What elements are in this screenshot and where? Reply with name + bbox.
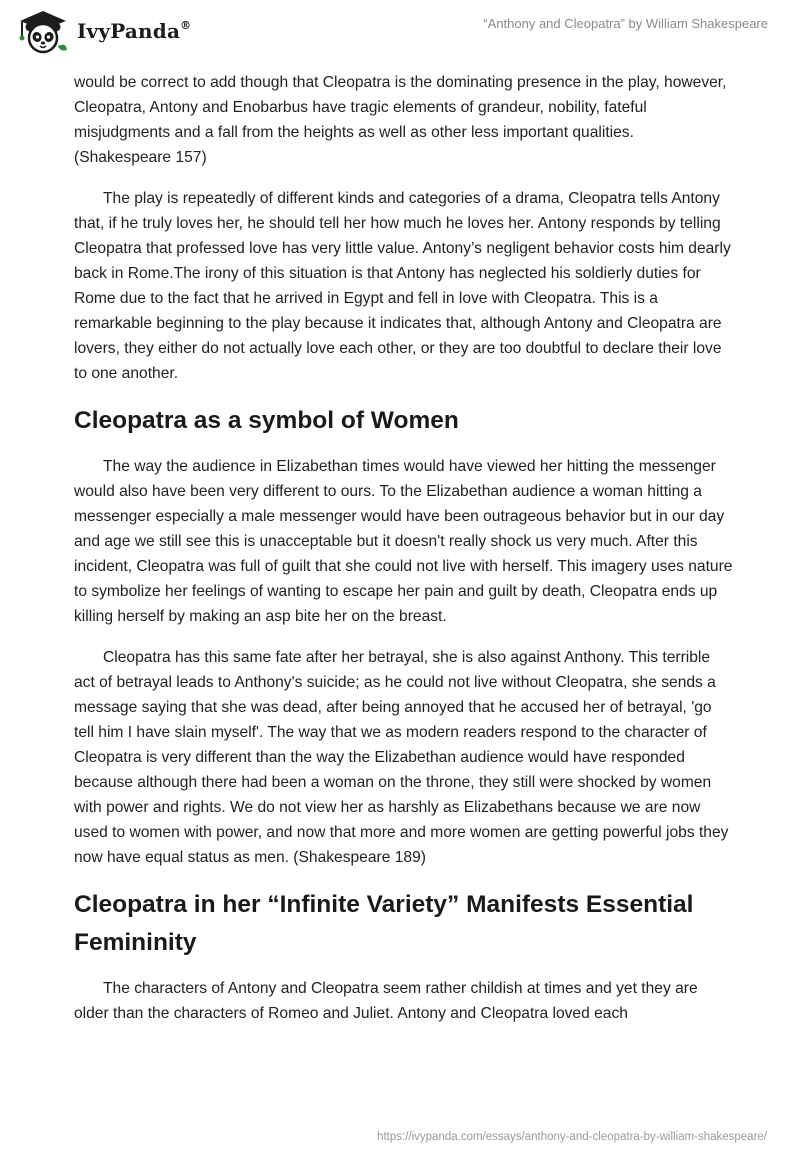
- section-heading-women-symbol: Cleopatra as a symbol of Women: [74, 407, 459, 434]
- page-header: [0, 0, 800, 66]
- source-url[interactable]: https://ivypanda.com/essays/anthony-and-cleopatra-by-william-shakespeare/: [377, 1131, 767, 1143]
- ivypanda-logo[interactable]: [14, 8, 191, 54]
- paragraph-2: The play is repeatedly of different kinds and categories of a drama, Cleopatra tells Antony that, if he truly loves her, he should tell her how much he loves her. Antony responds by telling Cleopatra that professed love has very little value. Antony’s negligent behavior costs him dearly back in Rome.The irony of this situation is that Antony has neglected his soldierly duties for Rome due to the fact that he arrived in Egypt and fell in love with Cleopatra. This is a remarkable beginning to the play because it indicates that, although Antony and Cleopatra are lovers, they either do not actually love each other, or they are too doubtful to declare their love to one another.: [74, 190, 731, 382]
- section-heading-infinite-variety: Cleopatra in her “Infinite Variety” Manifests Essential Femininity: [74, 891, 694, 956]
- document-title: “Anthony and Cleopatra” by William Shakespeare: [483, 16, 768, 31]
- panda-graduate-icon: [14, 8, 72, 54]
- paragraph-1: would be correct to add though that Cleopatra is the dominating presence in the play, however, Cleopatra, Antony and Enobarbus have tragic elements of grandeur, nobility, fateful misjudgments and a fall from the heights as well as other less important qualities. (Shakespeare 157): [74, 74, 727, 166]
- paragraph-4: Cleopatra has this same fate after her betrayal, she is also against Anthony. This terrible act of betrayal leads to Anthony's suicide; as he could not live without Cleopatra, she sends a message saying that she was dead, after being annoyed that he accused her of betrayal, 'go tell him I have slain myself'. The way that we as modern readers respond to the character of Cleopatra is very different than the way the Elizabethan audience would have responded because although there had been a woman on the throne, they still were shocked by women with power and rights. We do not view her as harshly as Elizabethans because we are now used to women with power, and now that more and more women are getting powerful jobs they now have equal status as men. (Shakespeare 189): [74, 649, 729, 866]
- paragraph-5: The characters of Antony and Cleopatra seem rather childish at times and yet they are older than the characters of Romeo and Juliet. Antony and Cleopatra loved each: [74, 980, 698, 1022]
- brand-name: IvyPanda®: [77, 19, 192, 43]
- paragraph-3: The way the audience in Elizabethan times would have viewed her hitting the messenger would also have been very different to ours. To the Elizabethan audience a woman hitting a messenger especially a male messenger would have been outrageous behavior but in our day and age we still see this is unacceptable but it doesn't really shock us very much. After this incident, Cleopatra was full of guilt that she could not live with herself. This imagery uses nature to symbolize her feelings of wanting to escape her pain and guilt by death, Cleopatra ends up killing herself by making an asp bite her on the breast.: [74, 458, 733, 625]
- essay-body: [74, 70, 734, 1042]
